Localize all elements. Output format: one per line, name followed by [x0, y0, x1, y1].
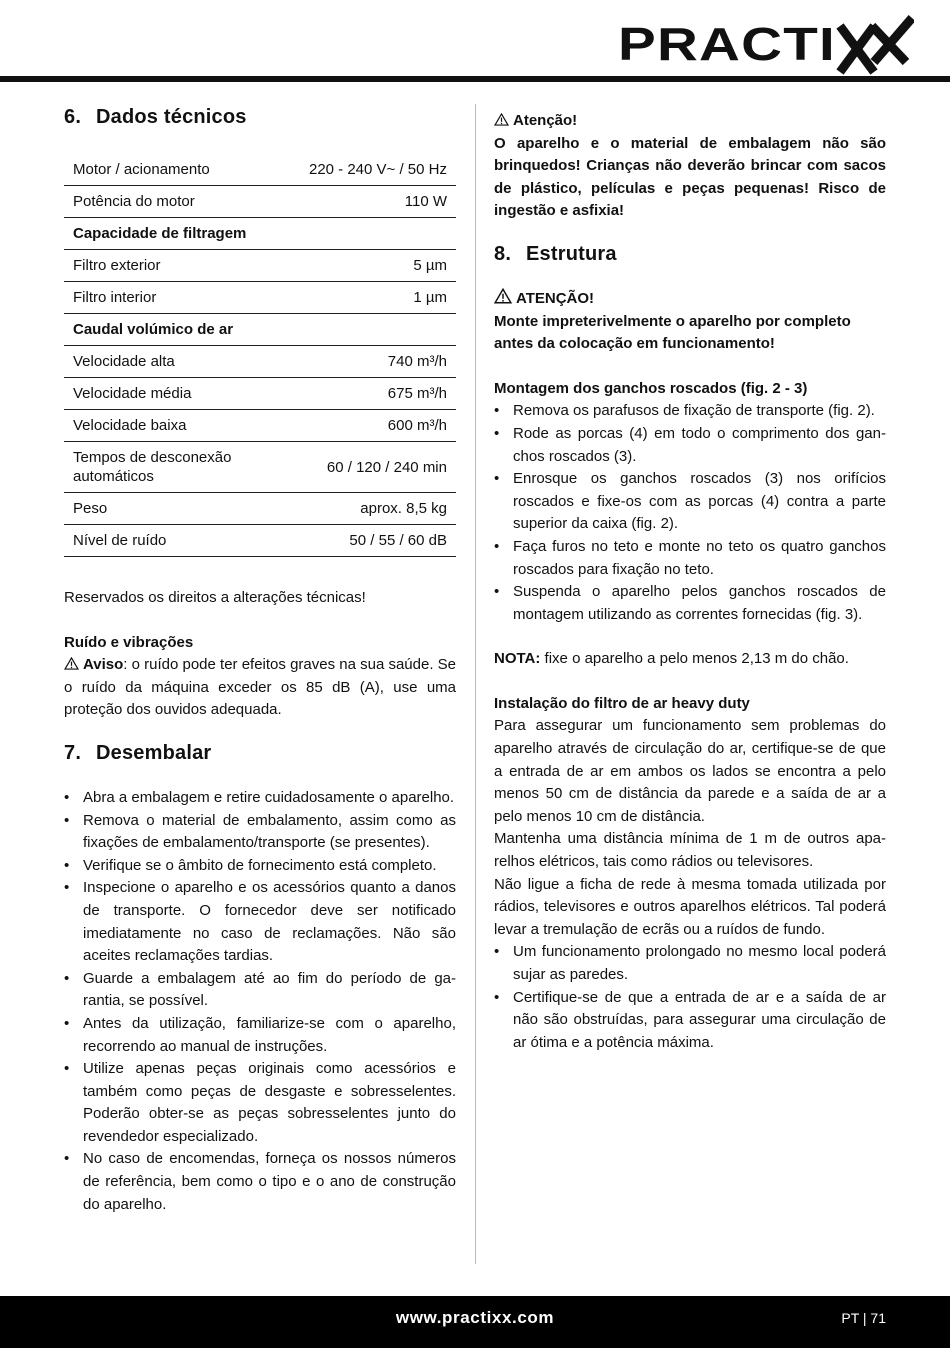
spec-value: 50 / 55 / 60 dB [264, 525, 456, 557]
spec-label: Capacidade de filtragem [64, 218, 264, 250]
spec-label: Velocidade média [64, 378, 264, 410]
attention-label: Atenção! [494, 110, 886, 133]
warning-icon [494, 113, 509, 126]
spec-value: 60 / 120 / 240 min [264, 442, 456, 493]
noise-heading: Ruído e vibrações [64, 633, 194, 651]
reserved-rights-note: Reservados os direitos a alterações técnicas! [64, 589, 366, 606]
warning-icon [494, 288, 512, 304]
list-item: • Verifique se o âmbito de fornecimento está completo. [64, 855, 456, 878]
right-column [494, 110, 886, 1054]
assembly-warning-text: Monte impreterivelmente o aparelho por completo antes da colocação em funcionamento! [494, 312, 851, 353]
header-rule [0, 76, 950, 82]
spec-label: Velocidade baixa [64, 410, 264, 442]
table-group-row [64, 314, 456, 346]
list-item: • Antes da utilização, familiarize-se com o aparelho, recorrendo ao manual de instruções. [64, 1013, 456, 1058]
section-number: 6. [64, 106, 82, 128]
spec-label: Motor / acionamento [64, 157, 264, 186]
table-row [64, 282, 456, 314]
table-row [64, 378, 456, 410]
spec-label: Tempos de desconexão automáticos [64, 442, 264, 493]
spec-label: Peso [64, 493, 264, 525]
table-row [64, 157, 456, 186]
spec-value: 740 m³/h [264, 346, 456, 378]
table-group-row [64, 218, 456, 250]
technical-data-table [64, 157, 456, 557]
spec-value: aprox. 8,5 kg [264, 493, 456, 525]
table-row [64, 410, 456, 442]
list-item: • Enrosque os ganchos roscados (3) nos orifícios roscados e fixe-os com as porcas (4) contra a parte superior da caixa (fig. 2). [494, 468, 886, 536]
spec-label: Filtro exterior [64, 250, 264, 282]
spec-label: Potência do motor [64, 186, 264, 218]
spec-value [264, 314, 456, 346]
table-row [64, 442, 456, 493]
spec-value: 600 m³/h [264, 410, 456, 442]
noise-warning-label: Aviso [83, 656, 124, 674]
list-item: • Suspenda o aparelho pelos ganchos roscados de montagem utilizando as correntes fornecidas (fig. 3). [494, 581, 886, 626]
section-title: Desembalar [96, 741, 212, 764]
list-item: • Remova o material de embalamento, assim como as fixações de embalamento/transporte (se presentes). [64, 810, 456, 855]
list-item: • Abra a embalagem e retire cuidadosamente o aparelho. [64, 787, 456, 810]
table-row [64, 250, 456, 282]
spec-value: 1 µm [264, 282, 456, 314]
spec-label: Caudal volúmico de ar [64, 314, 264, 346]
spec-value [264, 218, 456, 250]
list-item: • Certifique-se de que a entrada de ar e a saída de ar não são obstruídas, para assegurar uma circulação de ar ótima e a potência máxima. [494, 987, 886, 1055]
spec-value: 675 m³/h [264, 378, 456, 410]
spec-label: Filtro interior [64, 282, 264, 314]
unpacking-list [64, 787, 456, 1216]
mounting-note [494, 648, 886, 671]
table-row [64, 525, 456, 557]
table-row [64, 493, 456, 525]
assembly-warning-label: ATENÇÃO! [494, 288, 886, 311]
svg-text:PRACTI: PRACTI [618, 18, 836, 70]
noise-warning [64, 654, 456, 722]
section-title: Dados técnicos [96, 106, 247, 128]
list-item: • Um funcionamento prolongado no mesmo local poderá sujar as paredes. [494, 941, 886, 986]
section-7-heading [64, 742, 456, 765]
spec-value: 220 - 240 V~ / 50 Hz [264, 157, 456, 186]
column-divider [475, 104, 476, 1264]
footer-url[interactable]: www.practixx.com [395, 1308, 555, 1327]
list-item: • Guarde a embalagem até ao fim do período de garantia, se possível. [64, 968, 456, 1013]
spec-label: Velocidade alta [64, 346, 264, 378]
note-label: NOTA: [494, 650, 541, 668]
warning-icon [64, 657, 79, 670]
left-column [64, 106, 456, 1216]
list-item: • Faça furos no teto e monte no teto os quatro ganchos roscados para fixação no teto. [494, 536, 886, 581]
spec-label: Nível de ruído [64, 525, 264, 557]
spec-value: 110 W [264, 186, 456, 218]
section-6-heading [64, 106, 456, 129]
list-item: • Inspecione o aparelho e os acessórios quanto a danos de transporte. O fornecedor deve ser notificado imediatamente no caso de reclamações. Não são aceites reclamações tardias. [64, 877, 456, 967]
table-row [64, 186, 456, 218]
hooks-list [494, 400, 886, 626]
spec-value: 5 µm [264, 250, 456, 282]
section-number: 8. [494, 242, 512, 265]
filter-list [494, 941, 886, 1054]
attention-text: O aparelho e o material de embalagem não são brinquedos! Crianças não deverão brincar com sacos de plástico, películas e peças pequenas! Risco de ingestão e asfixia! [494, 134, 886, 220]
filter-heading: Instalação do filtro de ar heavy duty [494, 694, 750, 712]
noise-warning-text: : o ruído pode ter efeitos graves na sua saúde. Se o ruído da máquina exceder os 85 dB (A), use uma proteção dos ouvidos adequada. [64, 656, 457, 719]
filter-paragraph: Não ligue a ficha de rede à mesma tomada utilizada por rádios, televisores e outros aparelhos elétricos. Tal poderá levar a tremulação de ecrãs ou a ruídos de fundo. [494, 875, 886, 938]
practixx-logo [618, 14, 914, 76]
note-text: fixe o aparelho a pelo menos 2,13 m do chão. [540, 650, 849, 668]
table-row [64, 346, 456, 378]
section-number: 7. [64, 741, 82, 764]
footer [0, 1296, 950, 1348]
section-8-heading [494, 243, 886, 266]
page-number: PT | 71 [841, 1310, 886, 1326]
filter-paragraph: Para assegurar um funcionamento sem problemas do aparelho através de circulação do ar, certifique-se de que a entrada de ar em ambos os lados se encontra a pelo menos 50 cm de distância da parede e a saída de ar a pelo menos 10 cm de distância. [494, 717, 886, 825]
list-item: • Utilize apenas peças originais como acessórios e também como peças de desgaste e sobresselentes. Poderão obter-se as peças sobresselentes junto do revendedor especializado. [64, 1058, 456, 1148]
list-item: • No caso de encomendas, forneça os nossos números de referência, bem como o tipo e o ano de construção do aparelho. [64, 1148, 456, 1216]
list-item: • Rode as porcas (4) em todo o comprimento dos ganchos roscados (3). [494, 423, 886, 468]
filter-paragraph: Mantenha uma distância mínima de 1 m de outros aparelhos elétricos, tais como rádios ou televisores. [494, 830, 886, 871]
list-item: • Remova os parafusos de fixação de transporte (fig. 2). [494, 400, 886, 423]
hooks-heading: Montagem dos ganchos roscados (fig. 2 - 3) [494, 379, 808, 397]
section-title: Estrutura [526, 242, 617, 265]
